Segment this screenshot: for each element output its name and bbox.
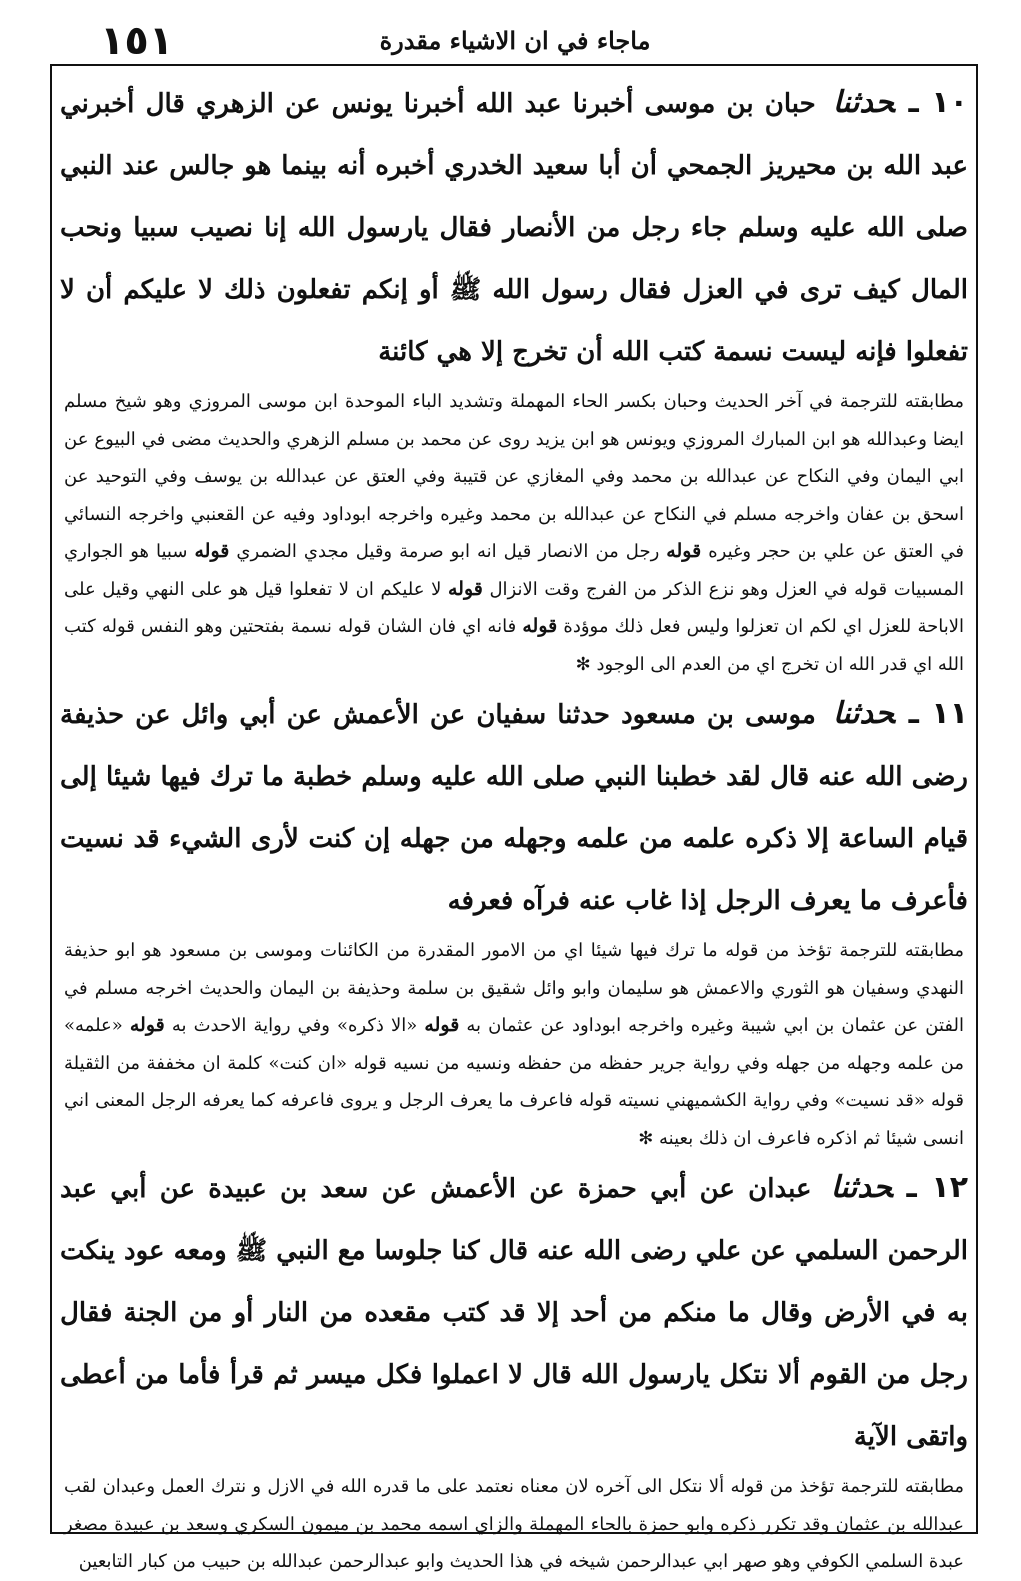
hadith-number: ١١ ـ: [908, 696, 969, 731]
hadith-number: ١٢ ـ: [906, 1170, 969, 1205]
hadith-text: موسى بن مسعود حدثنا سفيان عن الأعمش عن أبي وائل عن حذيفة رضى الله عنه قال لقد خطبنا النبي صلى الله عليه وسلم خطبة ما ترك فيها شيئا إلى قيام الساعة إلا ذكره علمه من علمه وجهله من جهله إن كنت لأرى الشيء قد نسيت فأعرف ما يعرف الرجل إذا غاب عنه فرآه فعرفه: [60, 700, 968, 916]
commentary-text: مطابقته للترجمة تؤخذ من قوله ما ترك فيها شيئا اي من الامور المقدرة من الكائنات وموسى بن مسعود هو ابو حذيفة النهدي وسفيان هو الثوري والاعمش هو سليمان وابو وائل شقيق بن سلمة وحذيفة بن اليمان والحديث اخرجه مسلم في الفتن عن عثمان بن ابي شيبة وغيره واخرجه ابوداود عن عثمان به: [64, 940, 964, 1036]
commentary-keyword: قوله: [129, 1014, 165, 1036]
commentary-keyword: قوله: [194, 540, 230, 562]
running-title: ماجاء في ان الاشياء مقدرة: [379, 26, 651, 55]
hadith-keyword: حدثنا: [830, 1170, 893, 1205]
hadith-number: ١٠ ـ: [908, 85, 968, 120]
commentary-11: [60, 932, 968, 1157]
commentary-12: [60, 1468, 968, 1581]
hadith-10: [60, 72, 968, 383]
commentary-keyword: قوله: [424, 1014, 460, 1036]
commentary-keyword: قوله: [447, 577, 483, 600]
commentary-text: «علمه» من علمه وجهله من جهله وفي رواية جرير حفظه من حفظه ونسيه من نسيه قوله «ان كنت» كلمة ان مخففة من الثقيلة قوله «قد نسيت» وفي رواية الكشميهني نسيته قوله فاعرف ما يعرف الرجل و يروى فاعرفه كما يعرفه الرجل المعنى اني انسى شيئا ثم اذكره فاعرف ان ذلك بعينه ✻: [64, 1015, 964, 1149]
commentary-text: مطابقته للترجمة في آخر الحديث وحبان بكسر الحاء المهملة وتشديد الباء الموحدة ابن موسى المروزي وهو شيخ مسلم ايضا وعبدالله هو ابن المبارك المروزي ويونس هو ابن يزيد روى عن محمد بن مسلم الزهري والحديث مضى في البيوع عن ابي اليمان وفي النكاح عن عبدالله بن محمد وفي المغازي عن قتيبة وفي العتق عن عبدالله بن يوسف وفي التوحيد عن اسحق بن عفان واخرجه مسلم في النكاح عن عبدالله بن محمد وغيره واخرجه ابوداود وفيه عن القعنبي واخرجه النسائي في العتق عن علي بن حجر وغيره: [64, 391, 964, 562]
page-body: [60, 72, 969, 1572]
hadith-text: عبدان عن أبي حمزة عن الأعمش عن سعد بن عبيدة عن أبي عبد الرحمن السلمي عن علي رضى الله عنه قال كنا جلوسا مع النبي ﷺ ومعه عود ينكت به في الأرض وقال ما منكم من أحد إلا قد كتب مقعده من النار أو من الجنة فقال رجل من القوم ألا نتكل يارسول الله قال لا اعملوا فكل ميسر ثم قرأ فأما من أعطى واتقى الآية: [60, 1174, 968, 1452]
commentary-text: مطابقته للترجمة تؤخذ من قوله ألا نتكل الى آخره لان معناه نعتمد على ما قدره الله في الازل و نترك العمل وعبدان لقب عبدالله بن عثمان وقد تكرر ذكره وابو حمزة بالحاء المهملة والزاي اسمه محمد بن ميمون السكري وسعد بن عبيدة مصغر عبدة السلمي الكوفي وهو صهر ابي عبدالرحمن شيخه في هذا الحديث وابو عبدالرحمن عبدالله بن حبيب من كبار التابعين: [64, 1476, 964, 1572]
page-frame: [50, 64, 978, 1572]
commentary-10: [60, 383, 968, 683]
hadith-12: [60, 1157, 968, 1468]
hadith-text: حبان بن موسى أخبرنا عبد الله أخبرنا يونس عن الزهري قال أخبرني عبد الله بن محيريز الجمحي أن أبا سعيد الخدري أخبره أنه بينما هو جالس عند النبي صلى الله عليه وسلم جاء رجل من الأنصار فقال يارسول الله إنا نصيب سبيا ونحب المال كيف ترى في العزل فقال رسول الله ﷺ أو إنكم تفعلون ذلك لا عليكم أن لا تفعلوا فإنه ليست نسمة كتب الله أن تخرج إلا هي كائنة: [60, 89, 968, 367]
commentary-keyword: قوله: [666, 540, 702, 562]
page-header: [50, 18, 980, 68]
commentary-text: فانه اي فان الشان قوله نسمة بفتحتين وهو النفس قوله كتب الله اي قدر الله ان تخرج اي من العدم الى الوجود ✻: [64, 616, 964, 675]
page-number: ١٥١: [100, 18, 174, 64]
commentary-text: رجل من الانصار قيل انه ابو صرمة وقيل مجدي الضمري: [236, 541, 660, 562]
commentary-text: «الا ذكره» وفي رواية الاحدث به: [171, 1015, 418, 1036]
commentary-keyword: قوله: [522, 615, 558, 637]
hadith-keyword: حدثنا: [832, 85, 895, 120]
commentary-text: لا عليكم ان لا تفعلوا قيل هو على النهي وقيل على الاباحة للعزل اي لكم ان تعزلوا وليس فعل ذلك موؤدة: [64, 578, 964, 637]
hadith-11: [60, 683, 968, 932]
commentary-text: سبيا هو الجواري المسبيات قوله في العزل وهو نزع الذكر من الفرج وقت الانزال: [64, 541, 964, 600]
hadith-keyword: حدثنا: [832, 696, 895, 731]
